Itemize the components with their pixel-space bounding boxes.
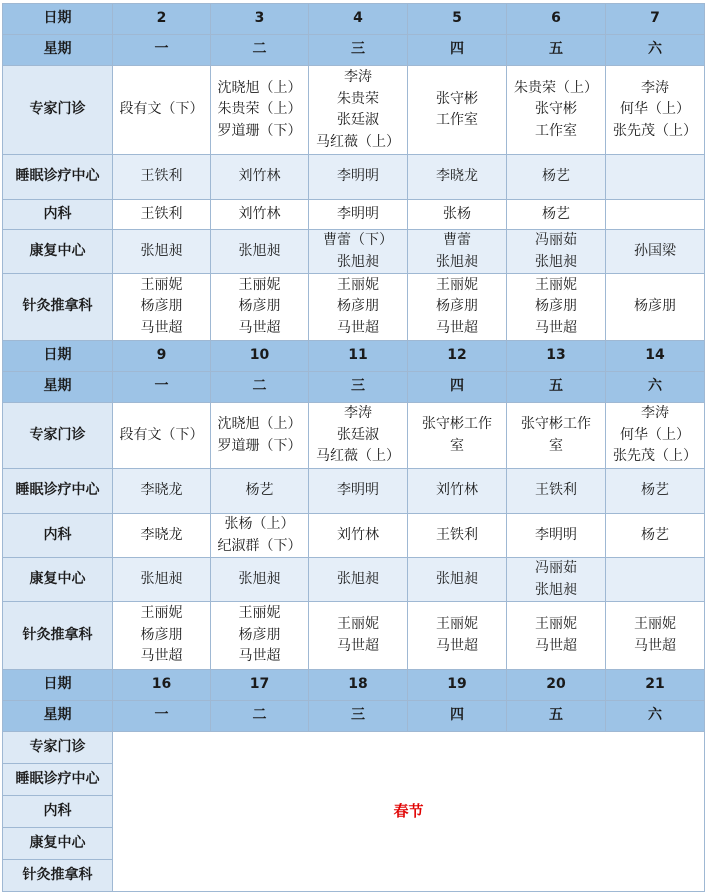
doctor-cell: 王丽妮 杨彦朋 马世超 — [113, 274, 211, 341]
dates-cell: 19 — [408, 670, 507, 701]
rehab-center-row — [3, 558, 705, 602]
doctor-cell: 张守彬工作 室 — [408, 403, 507, 469]
weekdays-cell: 四 — [408, 701, 507, 732]
dept-label: 专家门诊 — [3, 66, 113, 155]
dept-label: 睡眠诊疗中心 — [3, 764, 113, 796]
weekdays-cell: 二 — [211, 701, 309, 732]
doctor-cell: 王丽妮 杨彦朋 马世超 — [507, 274, 606, 341]
weekdays-cell: 六 — [606, 701, 705, 732]
doctor-cell: 李涛 张廷淑 马红薇（上） — [309, 403, 408, 469]
dates-cell: 10 — [211, 341, 309, 372]
doctor-cell: 杨艺 — [606, 514, 705, 558]
weekdays-cell: 二 — [211, 35, 309, 66]
weekdays-row — [3, 372, 705, 403]
dept-label: 针灸推拿科 — [3, 860, 113, 892]
doctor-cell: 李涛 朱贵荣 张廷淑 马红薇（上） — [309, 66, 408, 155]
doctor-cell: 张旭昶 — [309, 558, 408, 602]
dates-cell: 4 — [309, 4, 408, 35]
weekdays-cell: 三 — [309, 372, 408, 403]
dept-label: 专家门诊 — [3, 732, 113, 764]
doctor-cell: 刘竹林 — [408, 469, 507, 514]
doctor-cell: 王铁利 — [408, 514, 507, 558]
doctor-cell: 刘竹林 — [309, 514, 408, 558]
weekdays-cell: 六 — [606, 35, 705, 66]
expert-clinic-row — [3, 732, 705, 764]
dates-cell: 14 — [606, 341, 705, 372]
dates-row — [3, 341, 705, 372]
expert-clinic-row — [3, 66, 705, 155]
sleep-center-row — [3, 469, 705, 514]
doctor-cell: 王丽妮 马世超 — [507, 602, 606, 670]
doctor-cell: 王铁利 — [113, 200, 211, 230]
dates-cell: 9 — [113, 341, 211, 372]
doctor-cell: 杨艺 — [211, 469, 309, 514]
dates-cell: 16 — [113, 670, 211, 701]
doctor-cell: 张杨（上） 纪淑群（下） — [211, 514, 309, 558]
internal-medicine-row — [3, 514, 705, 558]
doctor-cell: 张旭昶 — [408, 558, 507, 602]
acupuncture-row — [3, 274, 705, 341]
doctor-cell: 李晓龙 — [113, 469, 211, 514]
doctor-cell: 张旭昶 — [113, 558, 211, 602]
doctor-cell: 冯丽茹 张旭昶 — [507, 558, 606, 602]
weekdays-label: 星期 — [3, 35, 113, 66]
weekdays-row — [3, 701, 705, 732]
doctor-cell: 王铁利 — [113, 155, 211, 200]
doctor-cell — [606, 558, 705, 602]
doctor-cell: 沈晓旭（上） 罗道珊（下） — [211, 403, 309, 469]
doctor-cell: 曹蕾（下） 张旭昶 — [309, 230, 408, 274]
internal-medicine-row — [3, 200, 705, 230]
dates-cell: 13 — [507, 341, 606, 372]
doctor-cell: 张杨 — [408, 200, 507, 230]
dept-label: 睡眠诊疗中心 — [3, 155, 113, 200]
weekdays-cell: 四 — [408, 35, 507, 66]
doctor-cell: 刘竹林 — [211, 200, 309, 230]
schedule-table — [2, 3, 705, 892]
dates-label: 日期 — [3, 670, 113, 701]
doctor-cell: 张旭昶 — [211, 558, 309, 602]
dates-cell: 5 — [408, 4, 507, 35]
dates-label: 日期 — [3, 341, 113, 372]
dates-cell: 20 — [507, 670, 606, 701]
doctor-cell: 沈晓旭（上） 朱贵荣（上） 罗道珊（下） — [211, 66, 309, 155]
doctor-cell: 李晓龙 — [113, 514, 211, 558]
dept-label: 睡眠诊疗中心 — [3, 469, 113, 514]
doctor-cell — [606, 200, 705, 230]
doctor-cell: 张守彬工作 室 — [507, 403, 606, 469]
weekdays-cell: 一 — [113, 35, 211, 66]
rehab-center-row — [3, 230, 705, 274]
doctor-cell: 王丽妮 杨彦朋 马世超 — [309, 274, 408, 341]
weekdays-label: 星期 — [3, 701, 113, 732]
doctor-cell: 杨艺 — [507, 200, 606, 230]
dept-label: 内科 — [3, 200, 113, 230]
doctor-cell: 李明明 — [507, 514, 606, 558]
dept-label: 康复中心 — [3, 230, 113, 274]
dates-row — [3, 670, 705, 701]
doctor-cell: 李明明 — [309, 200, 408, 230]
weekdays-cell: 一 — [113, 701, 211, 732]
doctor-cell: 张旭昶 — [113, 230, 211, 274]
doctor-cell: 段有文（下） — [113, 66, 211, 155]
acupuncture-row — [3, 602, 705, 670]
dept-label: 针灸推拿科 — [3, 274, 113, 341]
dates-cell: 3 — [211, 4, 309, 35]
holiday-notice: 春节 — [113, 732, 705, 892]
dates-cell: 21 — [606, 670, 705, 701]
doctor-cell: 王丽妮 杨彦朋 马世超 — [211, 274, 309, 341]
expert-clinic-row — [3, 403, 705, 469]
doctor-cell: 张守彬 工作室 — [408, 66, 507, 155]
doctor-cell: 王丽妮 杨彦朋 马世超 — [113, 602, 211, 670]
doctor-cell: 王丽妮 马世超 — [606, 602, 705, 670]
dept-label: 康复中心 — [3, 558, 113, 602]
doctor-cell: 冯丽茹 张旭昶 — [507, 230, 606, 274]
dept-label: 康复中心 — [3, 828, 113, 860]
dates-cell: 6 — [507, 4, 606, 35]
dates-cell: 2 — [113, 4, 211, 35]
dates-label: 日期 — [3, 4, 113, 35]
doctor-cell: 孙国梁 — [606, 230, 705, 274]
doctor-cell: 曹蕾 张旭昶 — [408, 230, 507, 274]
weekdays-cell: 五 — [507, 701, 606, 732]
dates-row — [3, 4, 705, 35]
dates-cell: 7 — [606, 4, 705, 35]
doctor-cell: 李涛 何华（上） 张先茂（上） — [606, 66, 705, 155]
dept-label: 内科 — [3, 796, 113, 828]
dept-label: 针灸推拿科 — [3, 602, 113, 670]
dept-label: 专家门诊 — [3, 403, 113, 469]
doctor-cell: 李明明 — [309, 469, 408, 514]
weekdays-cell: 三 — [309, 35, 408, 66]
doctor-cell: 杨艺 — [606, 469, 705, 514]
doctor-cell: 杨彦朋 — [606, 274, 705, 341]
doctor-cell: 朱贵荣（上） 张守彬 工作室 — [507, 66, 606, 155]
doctor-cell: 王丽妮 杨彦朋 马世超 — [408, 274, 507, 341]
weekdays-cell: 二 — [211, 372, 309, 403]
weekdays-cell: 五 — [507, 372, 606, 403]
dept-label: 内科 — [3, 514, 113, 558]
doctor-cell: 王铁利 — [507, 469, 606, 514]
doctor-cell: 王丽妮 杨彦朋 马世超 — [211, 602, 309, 670]
doctor-cell: 李明明 — [309, 155, 408, 200]
doctor-cell: 李晓龙 — [408, 155, 507, 200]
weekdays-row — [3, 35, 705, 66]
dates-cell: 11 — [309, 341, 408, 372]
doctor-cell: 张旭昶 — [211, 230, 309, 274]
doctor-cell: 王丽妮 马世超 — [408, 602, 507, 670]
weekdays-label: 星期 — [3, 372, 113, 403]
weekdays-cell: 三 — [309, 701, 408, 732]
dates-cell: 18 — [309, 670, 408, 701]
doctor-cell: 杨艺 — [507, 155, 606, 200]
doctor-cell: 王丽妮 马世超 — [309, 602, 408, 670]
sleep-center-row — [3, 155, 705, 200]
doctor-cell: 段有文（下） — [113, 403, 211, 469]
doctor-cell — [606, 155, 705, 200]
dates-cell: 17 — [211, 670, 309, 701]
weekdays-cell: 五 — [507, 35, 606, 66]
doctor-cell: 李涛 何华（上） 张先茂（上） — [606, 403, 705, 469]
doctor-cell: 刘竹林 — [211, 155, 309, 200]
dates-cell: 12 — [408, 341, 507, 372]
weekdays-cell: 一 — [113, 372, 211, 403]
weekdays-cell: 六 — [606, 372, 705, 403]
weekdays-cell: 四 — [408, 372, 507, 403]
